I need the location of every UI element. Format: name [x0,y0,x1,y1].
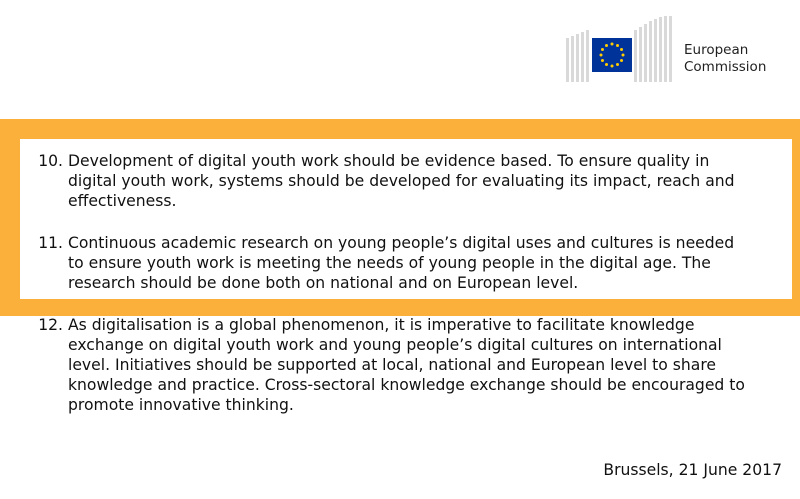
flag-star [620,59,623,62]
item-line: research should be done both on national and on European level. [68,274,579,292]
logo-line-commission: Commission [684,59,767,75]
item-number: 12. [38,316,63,334]
flag-star [616,44,619,47]
item-line: to ensure youth work is meeting the needs of young people in the digital age. The [68,254,711,272]
logo-line-european: European [684,42,749,58]
flag-star [611,43,614,46]
item-line: exchange on digital youth work and young people’s digital cultures on international [68,336,722,354]
item-line: digital youth work, systems should be developed for evaluating its impact, reach and [68,172,735,190]
flag-star [620,48,623,51]
flag-star [616,63,619,66]
flag-star [622,54,625,57]
flag-star [611,65,614,68]
flag-star [605,44,608,47]
item-text [68,315,798,415]
item-line: knowledge and practice. Cross-sectoral knowledge exchange should be encouraged to [68,376,745,394]
item-line: level. Initiatives should be supported at local, national and European level to share [68,356,716,374]
place-date: Brussels, 21 June 2017 [603,461,782,479]
flag-star [601,59,604,62]
commission-building-icon [566,16,681,82]
item-line: Continuous academic research on young people’s digital uses and cultures is needed [68,234,735,252]
item-line: effectiveness. [68,192,177,210]
flag-star [600,54,603,57]
item-line: promote innovative thinking. [68,396,294,414]
flag-star [601,48,604,51]
item-line: As digitalisation is a global phenomenon, it is imperative to facilitate knowledge [68,316,695,334]
item-number: 11. [38,234,63,252]
item-text [68,151,798,211]
european-commission-logo [566,16,786,82]
item-text [68,233,798,293]
logo-text [684,42,766,76]
flag-star [605,63,608,66]
item-line: Development of digital youth work should be evidence based. To ensure quality in [68,152,710,170]
item-number: 10. [38,152,63,170]
